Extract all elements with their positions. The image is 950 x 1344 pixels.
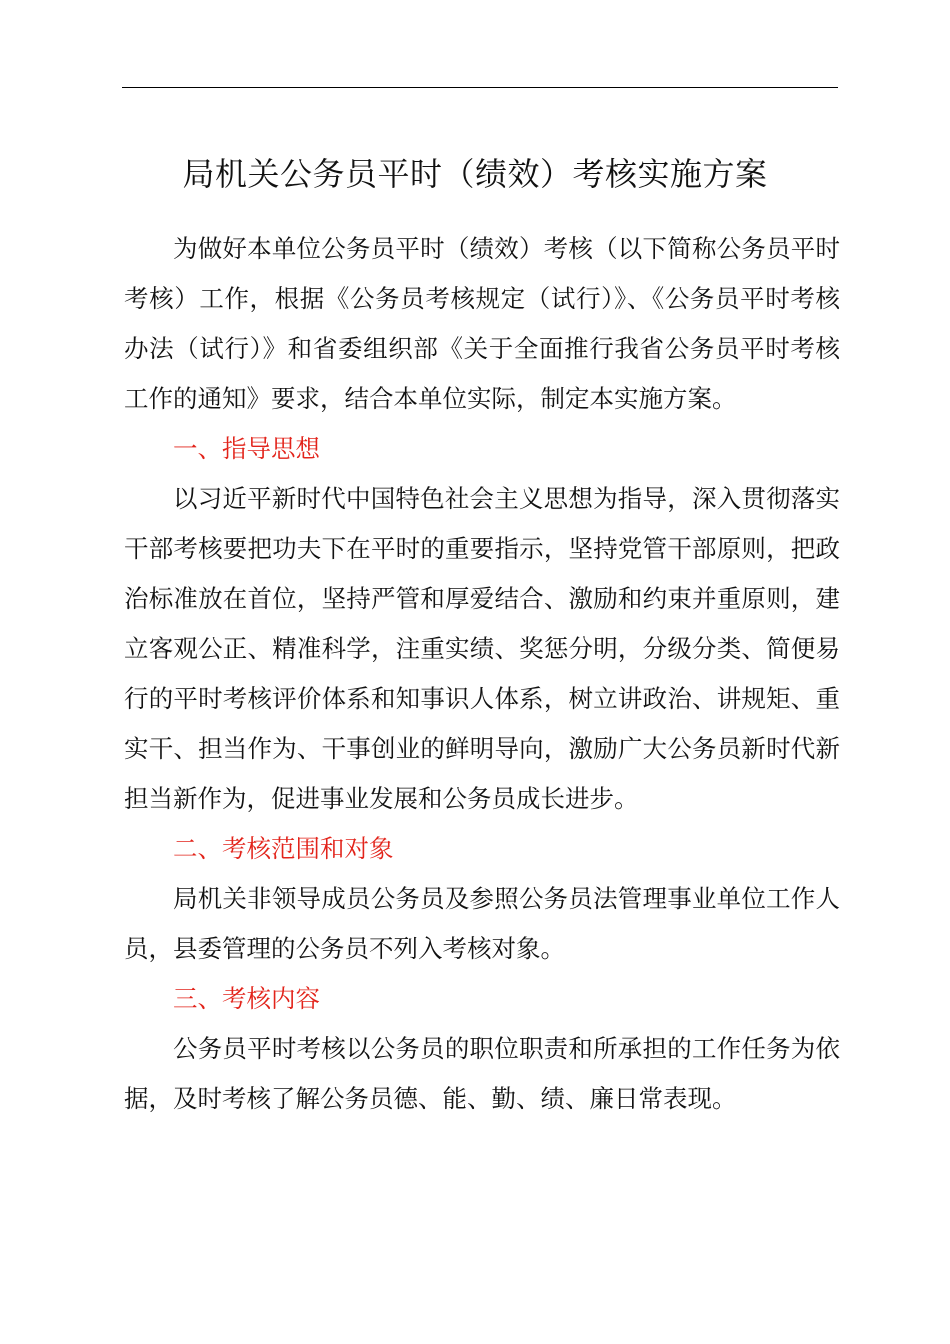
section-heading-content: 三、考核内容	[173, 984, 320, 1013]
document-title: 局机关公务员平时（绩效）考核实施方案	[182, 155, 768, 193]
section-heading-guiding-ideology: 一、指导思想	[173, 434, 320, 463]
document-body	[124, 224, 840, 1124]
intro-paragraph: 为做好本单位公务员平时（绩效）考核（以下简称公务员平时考核）工作，根据《公务员考核规定（试行）》、《公务员平时考核办法（试行）》和省委组织部《关于全面推行我省公务员平时考核工作的通知》要求，结合本单位实际，制定本实施方案。	[124, 234, 840, 413]
section-heading-scope: 二、考核范围和对象	[173, 834, 394, 863]
section-body-guiding-ideology: 以习近平新时代中国特色社会主义思想为指导，深入贯彻落实干部考核要把功夫下在平时的重要指示，坚持党管干部原则，把政治标准放在首位，坚持严管和厚爱结合、激励和约束并重原则，建立客观公正、精准科学，注重实绩、奖惩分明，分级分类、简便易行的平时考核评价体系和知事识人体系，树立讲政治、讲规矩、重实干、担当作为、干事创业的鲜明导向，激励广大公务员新时代新担当新作为，促进事业发展和公务员成长进步。	[124, 484, 840, 813]
section-body-content: 公务员平时考核以公务员的职位职责和所承担的工作任务为依据，及时考核了解公务员德、能、勤、绩、廉日常表现。	[124, 1034, 840, 1113]
header-rule	[122, 87, 838, 88]
section-body-scope: 局机关非领导成员公务员及参照公务员法管理事业单位工作人员，县委管理的公务员不列入考核对象。	[124, 884, 840, 963]
